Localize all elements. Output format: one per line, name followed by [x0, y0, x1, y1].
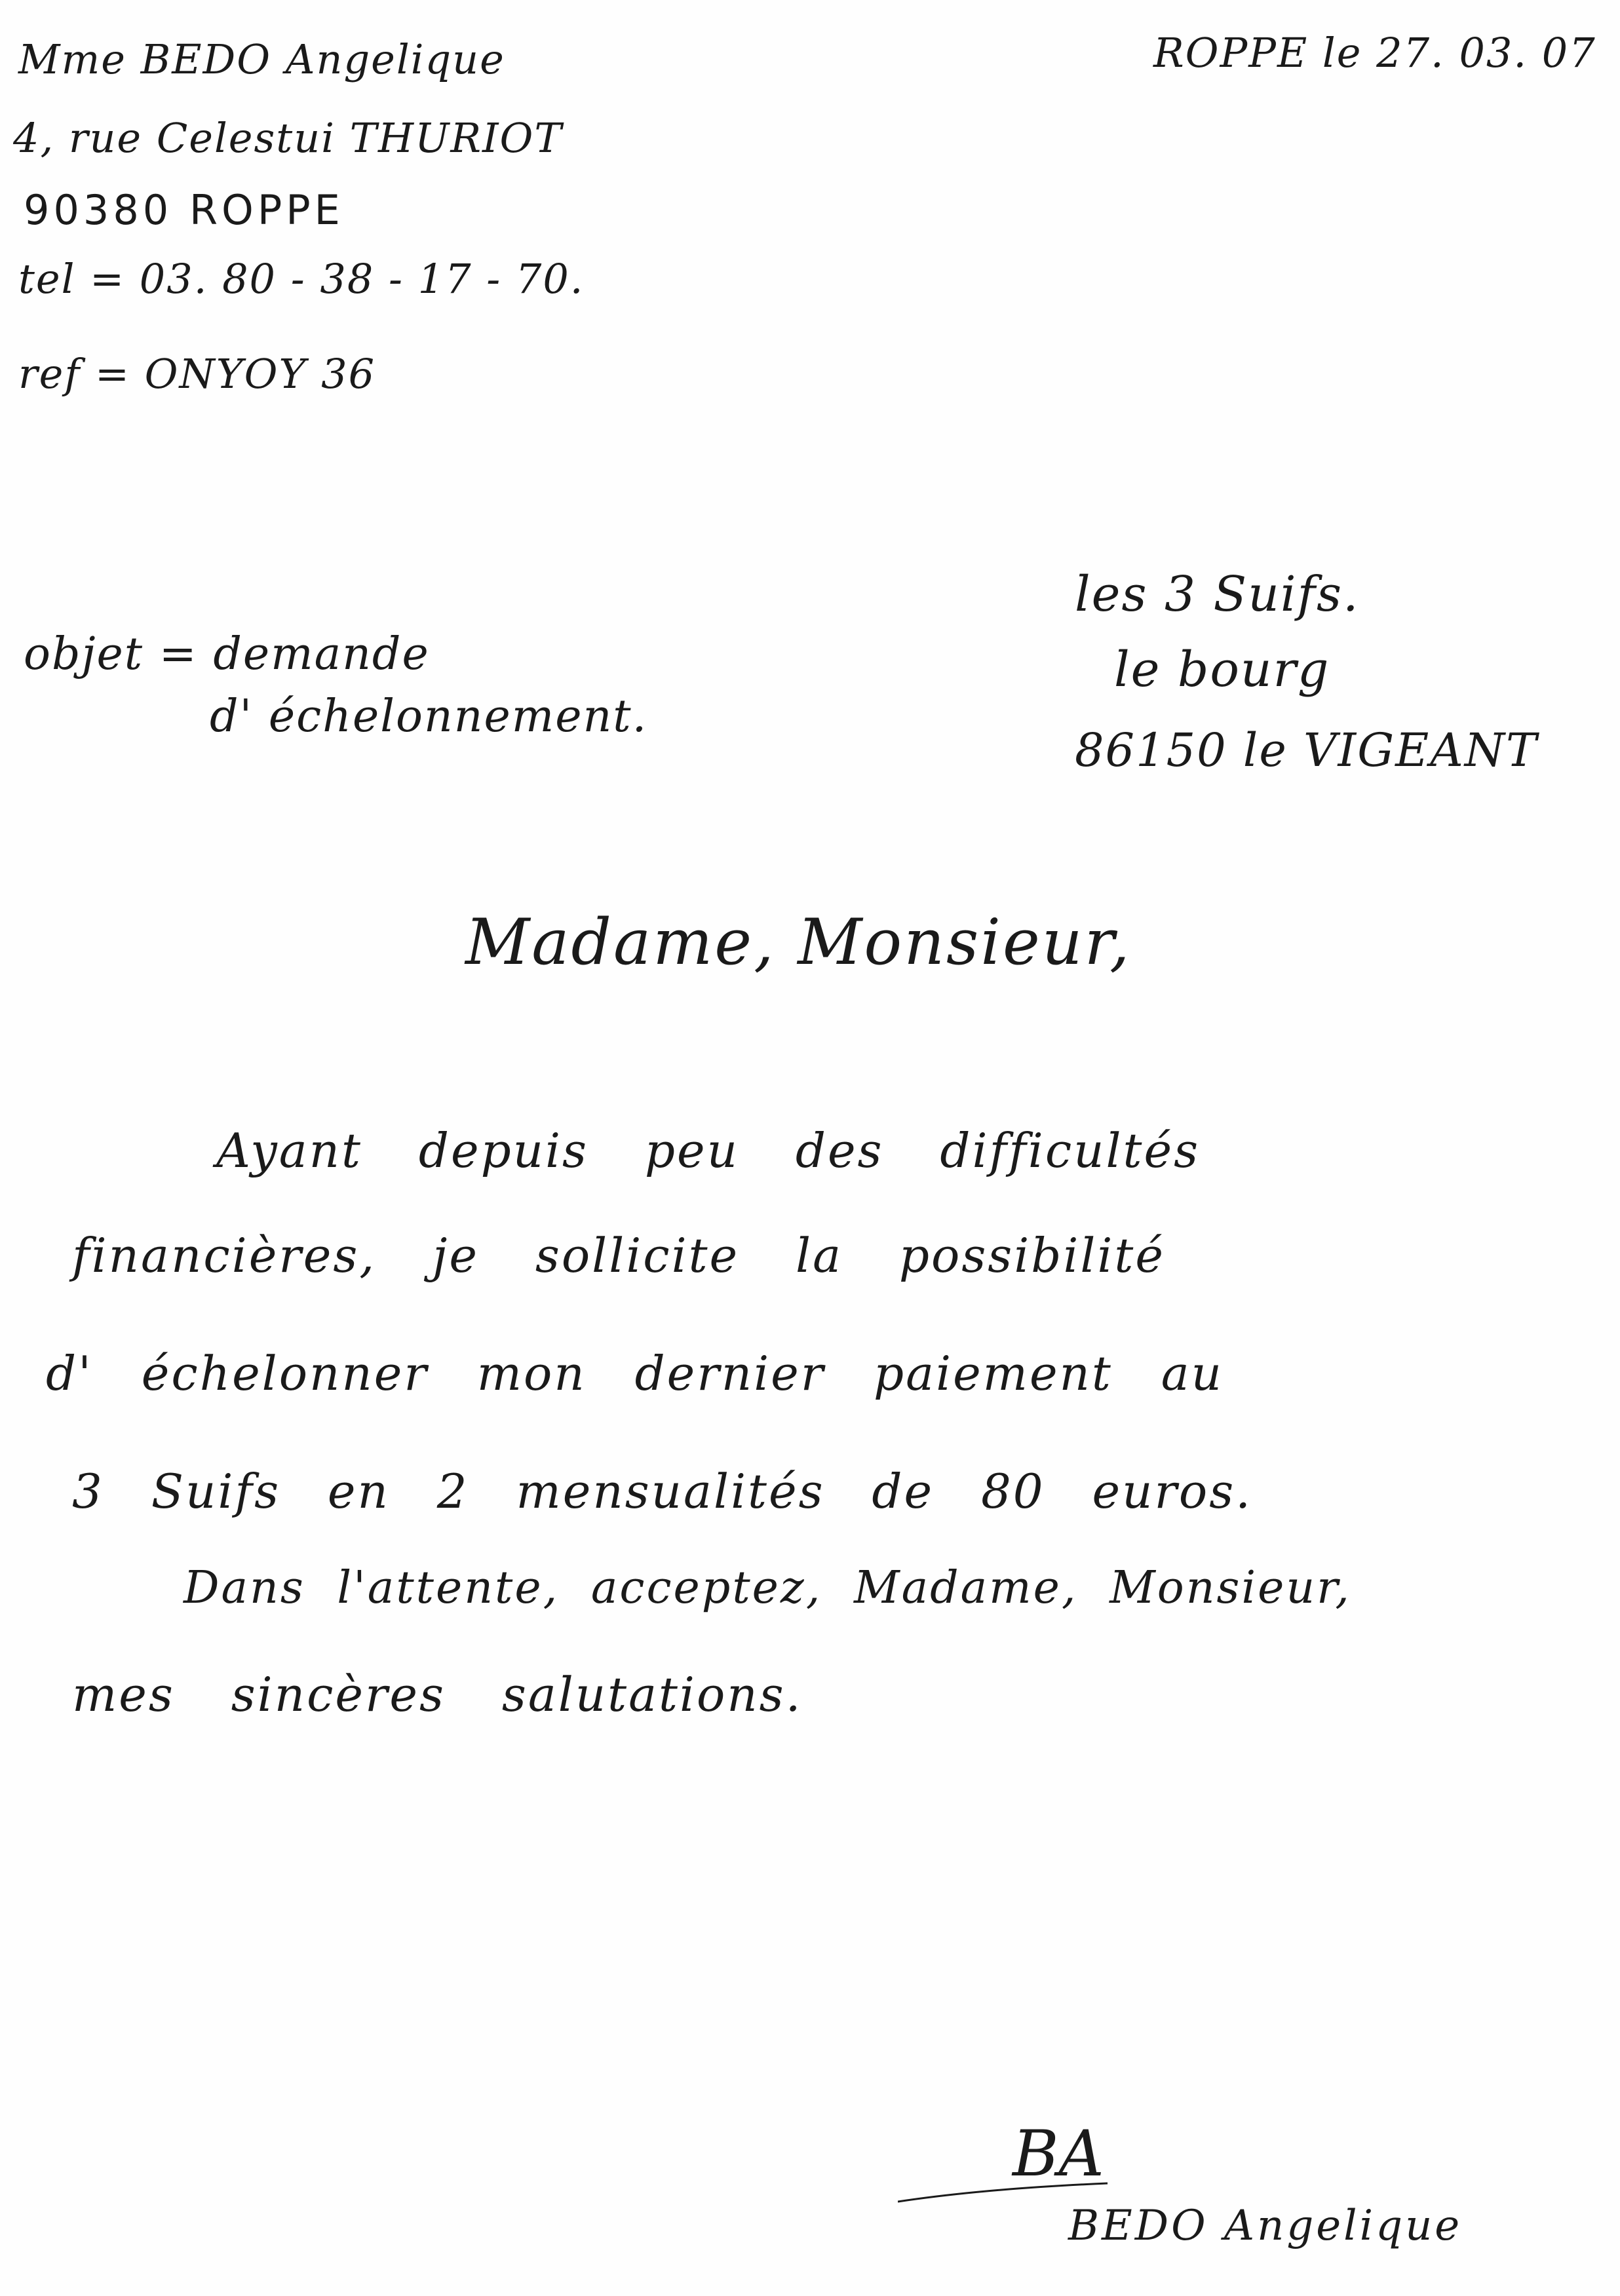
sender-phone: tel = 03. 80 - 38 - 17 - 70. — [18, 255, 585, 303]
sender-street: 4, rue Celestui THURIOT — [13, 114, 563, 162]
body-line-6: mes sincères salutations. — [72, 1667, 803, 1722]
greeting: Madame, Monsieur, — [465, 906, 1132, 979]
signature-initials: BA — [1013, 2117, 1104, 2191]
body-line-1: Ayant depuis peu des difficultés — [216, 1123, 1201, 1178]
subject-line-2: d' échelonnement. — [210, 691, 648, 742]
body-line-4: 3 Suifs en 2 mensualités de 80 euros. — [72, 1464, 1253, 1519]
sender-name: Mme BEDO Angelique — [18, 35, 505, 83]
signature-name: BEDO Angelique — [1068, 2202, 1463, 2250]
subject-line-1: objet = demande — [24, 628, 430, 680]
body-line-5: Dans l'attente, acceptez, Madame, Monsieur, — [183, 1562, 1351, 1614]
recipient-line-1: les 3 Suifs. — [1075, 566, 1360, 622]
body-line-2: financières, je sollicite la possibilité — [72, 1228, 1165, 1283]
letter-date: ROPPE le 27. 03. 07 — [1153, 29, 1596, 77]
sender-reference: ref = ONYOY 36 — [18, 350, 376, 398]
recipient-line-2: le bourg — [1114, 641, 1330, 698]
body-line-3: d' échelonner mon dernier paiement au — [46, 1346, 1224, 1401]
recipient-line-3: 86150 le VIGEANT — [1075, 723, 1538, 777]
sender-city: 90380 ROPPE — [24, 186, 344, 234]
